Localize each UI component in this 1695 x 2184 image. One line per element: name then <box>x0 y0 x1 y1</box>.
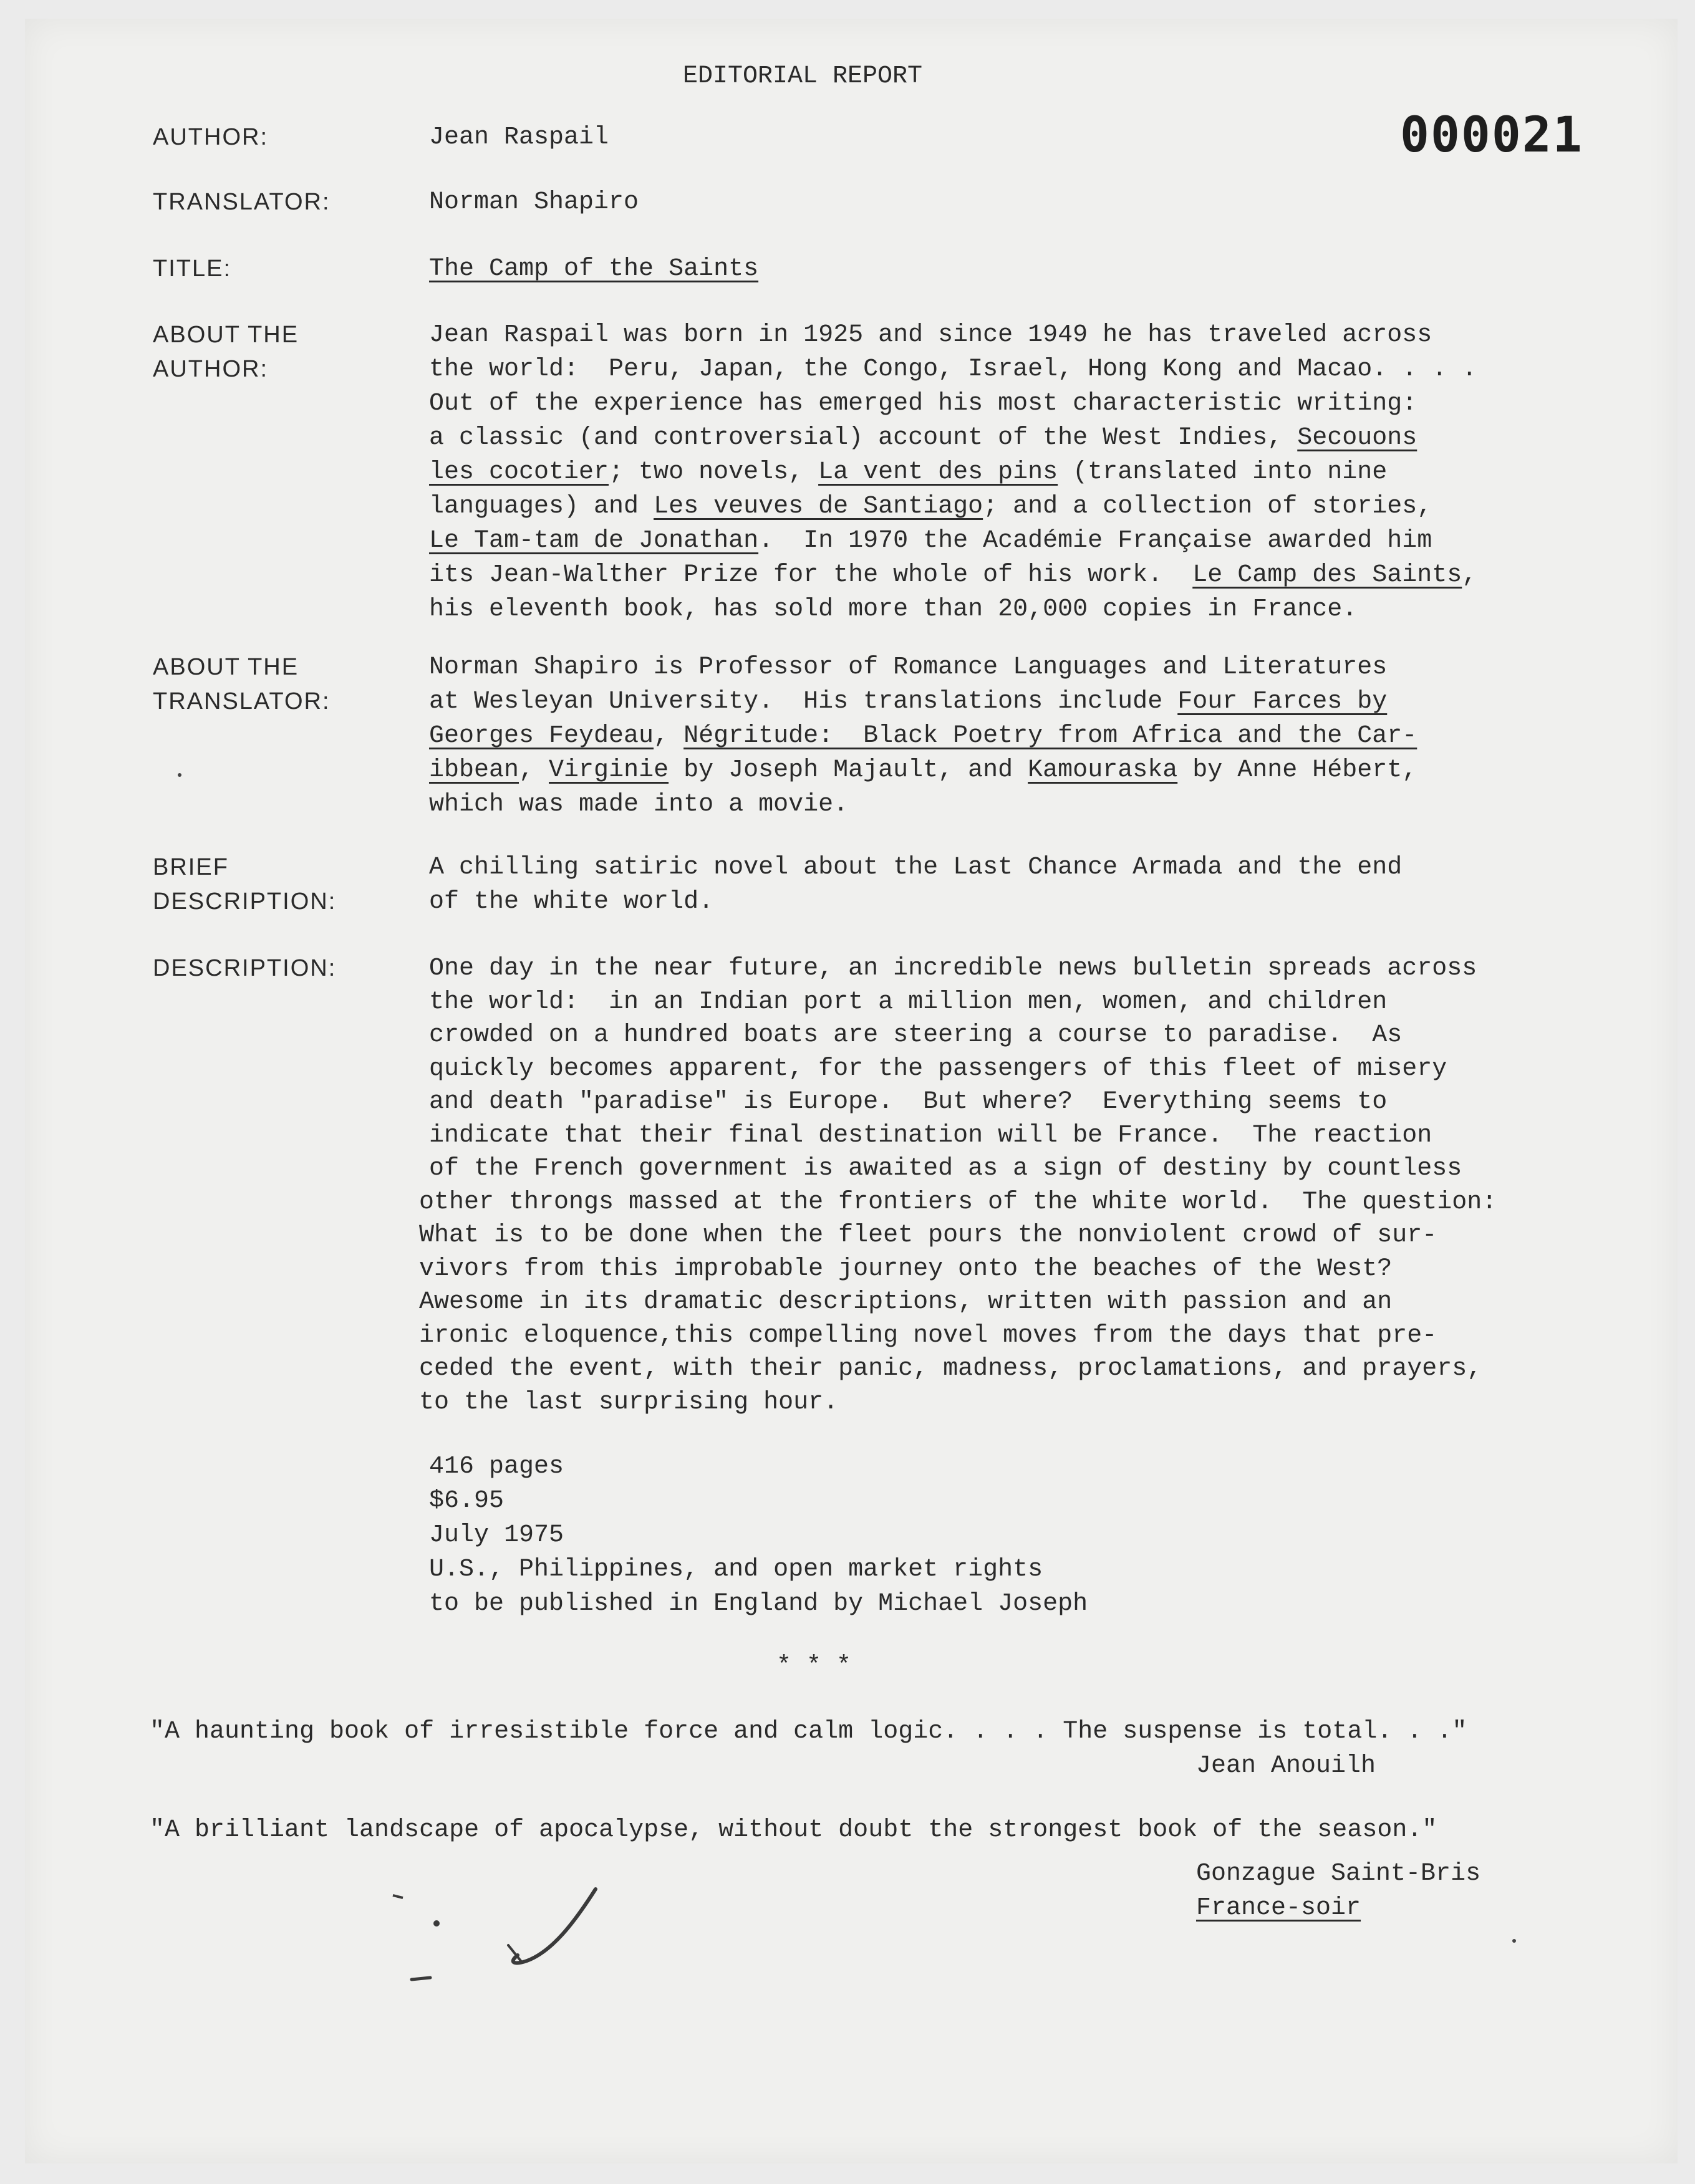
label-author: AUTHOR: <box>153 124 268 150</box>
text-run: its Jean-Walther Prize for the whole of his work. <box>429 561 1193 589</box>
about-author-line <box>429 421 1417 455</box>
text-run: by Anne Hébert, <box>1177 756 1417 784</box>
about-author-line <box>429 524 1432 558</box>
quote-2-source: France-soir <box>1196 1894 1361 1922</box>
about-author-line: Out of the experience has emerged his most characteristic writing: <box>429 390 1417 418</box>
brief-description-line: of the white world. <box>429 888 714 916</box>
text-run: at Wesleyan University. His translations include <box>429 688 1178 716</box>
description-line: One day in the near future, an incredible news bulletin spreads across <box>429 955 1477 983</box>
price: $6.95 <box>429 1487 505 1515</box>
quote-2: "A brilliant landscape of apocalypse, without doubt the strongest book of the season." <box>150 1816 1437 1844</box>
description-line: to the last surprising hour. <box>419 1388 839 1417</box>
description-line: and death "paradise" is Europe. But where? Everything seems to <box>429 1088 1388 1116</box>
book-title: The Camp of the Saints <box>429 255 759 283</box>
about-translator-line: Norman Shapiro is Professor of Romance Languages and Literatures <box>429 653 1388 681</box>
text-run: by Joseph Majault, and <box>669 756 1028 784</box>
work-title: les cocotier <box>429 458 609 486</box>
text-run: ; and a collection of stories, <box>983 493 1432 521</box>
work-title: Kamouraska <box>1028 756 1178 784</box>
ink-scribble <box>387 1877 611 1995</box>
text-run: . In 1970 the Académie Française awarded him <box>758 527 1432 555</box>
label-about-translator-1: ABOUT THE <box>153 654 299 680</box>
translator-name: Norman Shapiro <box>429 188 639 216</box>
text-run: languages) and <box>429 493 654 521</box>
report-title: EDITORIAL REPORT <box>683 62 923 90</box>
label-title: TITLE: <box>153 256 232 282</box>
ink-dot <box>1512 1939 1516 1943</box>
description-line: ironic eloquence,this compelling novel moves from the days that pre- <box>419 1321 1437 1350</box>
description-line: other throngs massed at the frontiers of the white world. The question: <box>419 1188 1497 1216</box>
description-line: vivors from this improbable journey onto the beaches of the West? <box>419 1254 1393 1283</box>
description-line: quickly becomes apparent, for the passengers of this fleet of misery <box>429 1054 1447 1083</box>
work-title: Four Farces by <box>1177 688 1388 716</box>
label-translator: TRANSLATOR: <box>153 189 331 215</box>
text-run: a classic (and controversial) account of the West Indies, <box>429 424 1298 452</box>
description-line: What is to be done when the fleet pours the nonviolent crowd of sur- <box>419 1221 1437 1249</box>
about-author-line <box>429 558 1477 592</box>
work-title: Georges Feydeau <box>429 722 654 750</box>
report-number: 000021 <box>1400 107 1583 163</box>
label-about-translator-2: TRANSLATOR: <box>153 688 331 714</box>
text-run: , <box>654 722 684 750</box>
about-translator-line: which was made into a movie. <box>429 791 849 819</box>
description-line: crowded on a hundred boats are steering a course to paradise. As <box>429 1021 1403 1049</box>
work-title: Le Tam-tam de Jonathan <box>429 527 759 555</box>
quote-1-author: Jean Anouilh <box>1196 1752 1376 1780</box>
about-author-line: the world: Peru, Japan, the Congo, Israel, Hong Kong and Macao. . . . <box>429 355 1477 383</box>
about-translator-line <box>429 719 1417 753</box>
work-title: Le Camp des Saints <box>1192 561 1462 589</box>
label-brief-1: BRIEF <box>153 854 229 880</box>
description-line: of the French government is awaited as a sign of destiny by countless <box>429 1155 1462 1183</box>
label-description: DESCRIPTION: <box>153 955 337 981</box>
brief-description-line: A chilling satiric novel about the Last Chance Armada and the end <box>429 854 1403 882</box>
description-line: Awesome in its dramatic descriptions, written with passion and an <box>419 1288 1393 1316</box>
author-name: Jean Raspail <box>429 123 609 152</box>
about-translator-line <box>429 753 1417 787</box>
work-title: Virginie <box>549 756 669 784</box>
label-about-author-2: AUTHOR: <box>153 356 268 382</box>
page-count: 416 pages <box>429 1453 564 1481</box>
publication-date: July 1975 <box>429 1521 564 1549</box>
about-author-line: his eleventh book, has sold more than 20,000 copies in France. <box>429 595 1358 623</box>
rights: U.S., Philippines, and open market rights <box>429 1556 1043 1584</box>
label-brief-2: DESCRIPTION: <box>153 888 337 915</box>
work-title: ibbean <box>429 756 519 784</box>
about-author-line <box>429 455 1387 489</box>
about-author-line: Jean Raspail was born in 1925 and since 1949 he has traveled across <box>429 321 1432 349</box>
work-title: Négritude: Black Poetry from Africa and the Car- <box>683 722 1417 750</box>
description-line: indicate that their final destination will be France. The reaction <box>429 1121 1432 1150</box>
about-translator-line <box>429 685 1387 719</box>
section-separator: * * * <box>776 1652 852 1680</box>
description-line: the world: in an Indian port a million men, women, and children <box>429 988 1388 1016</box>
quote-2-author: Gonzague Saint-Bris <box>1196 1860 1481 1888</box>
label-about-author-1: ABOUT THE <box>153 322 299 348</box>
work-title: Secouons <box>1297 424 1417 452</box>
about-author-line <box>429 489 1432 524</box>
quote-1: "A haunting book of irresistible force and calm logic. . . . The suspense is total. . ." <box>150 1718 1467 1746</box>
work-title: La vent des pins <box>818 458 1058 486</box>
text-run: , <box>519 756 549 784</box>
text-run: , <box>1462 561 1477 589</box>
work-title: Les veuves de Santiago <box>654 493 983 521</box>
text-run: (translated into nine <box>1058 458 1388 486</box>
description-line: ceded the event, with their panic, madness, proclamations, and prayers, <box>419 1355 1482 1383</box>
text-run: ; two novels, <box>609 458 819 486</box>
uk-publication: to be published in England by Michael Joseph <box>429 1590 1088 1618</box>
ink-dot <box>178 773 181 777</box>
